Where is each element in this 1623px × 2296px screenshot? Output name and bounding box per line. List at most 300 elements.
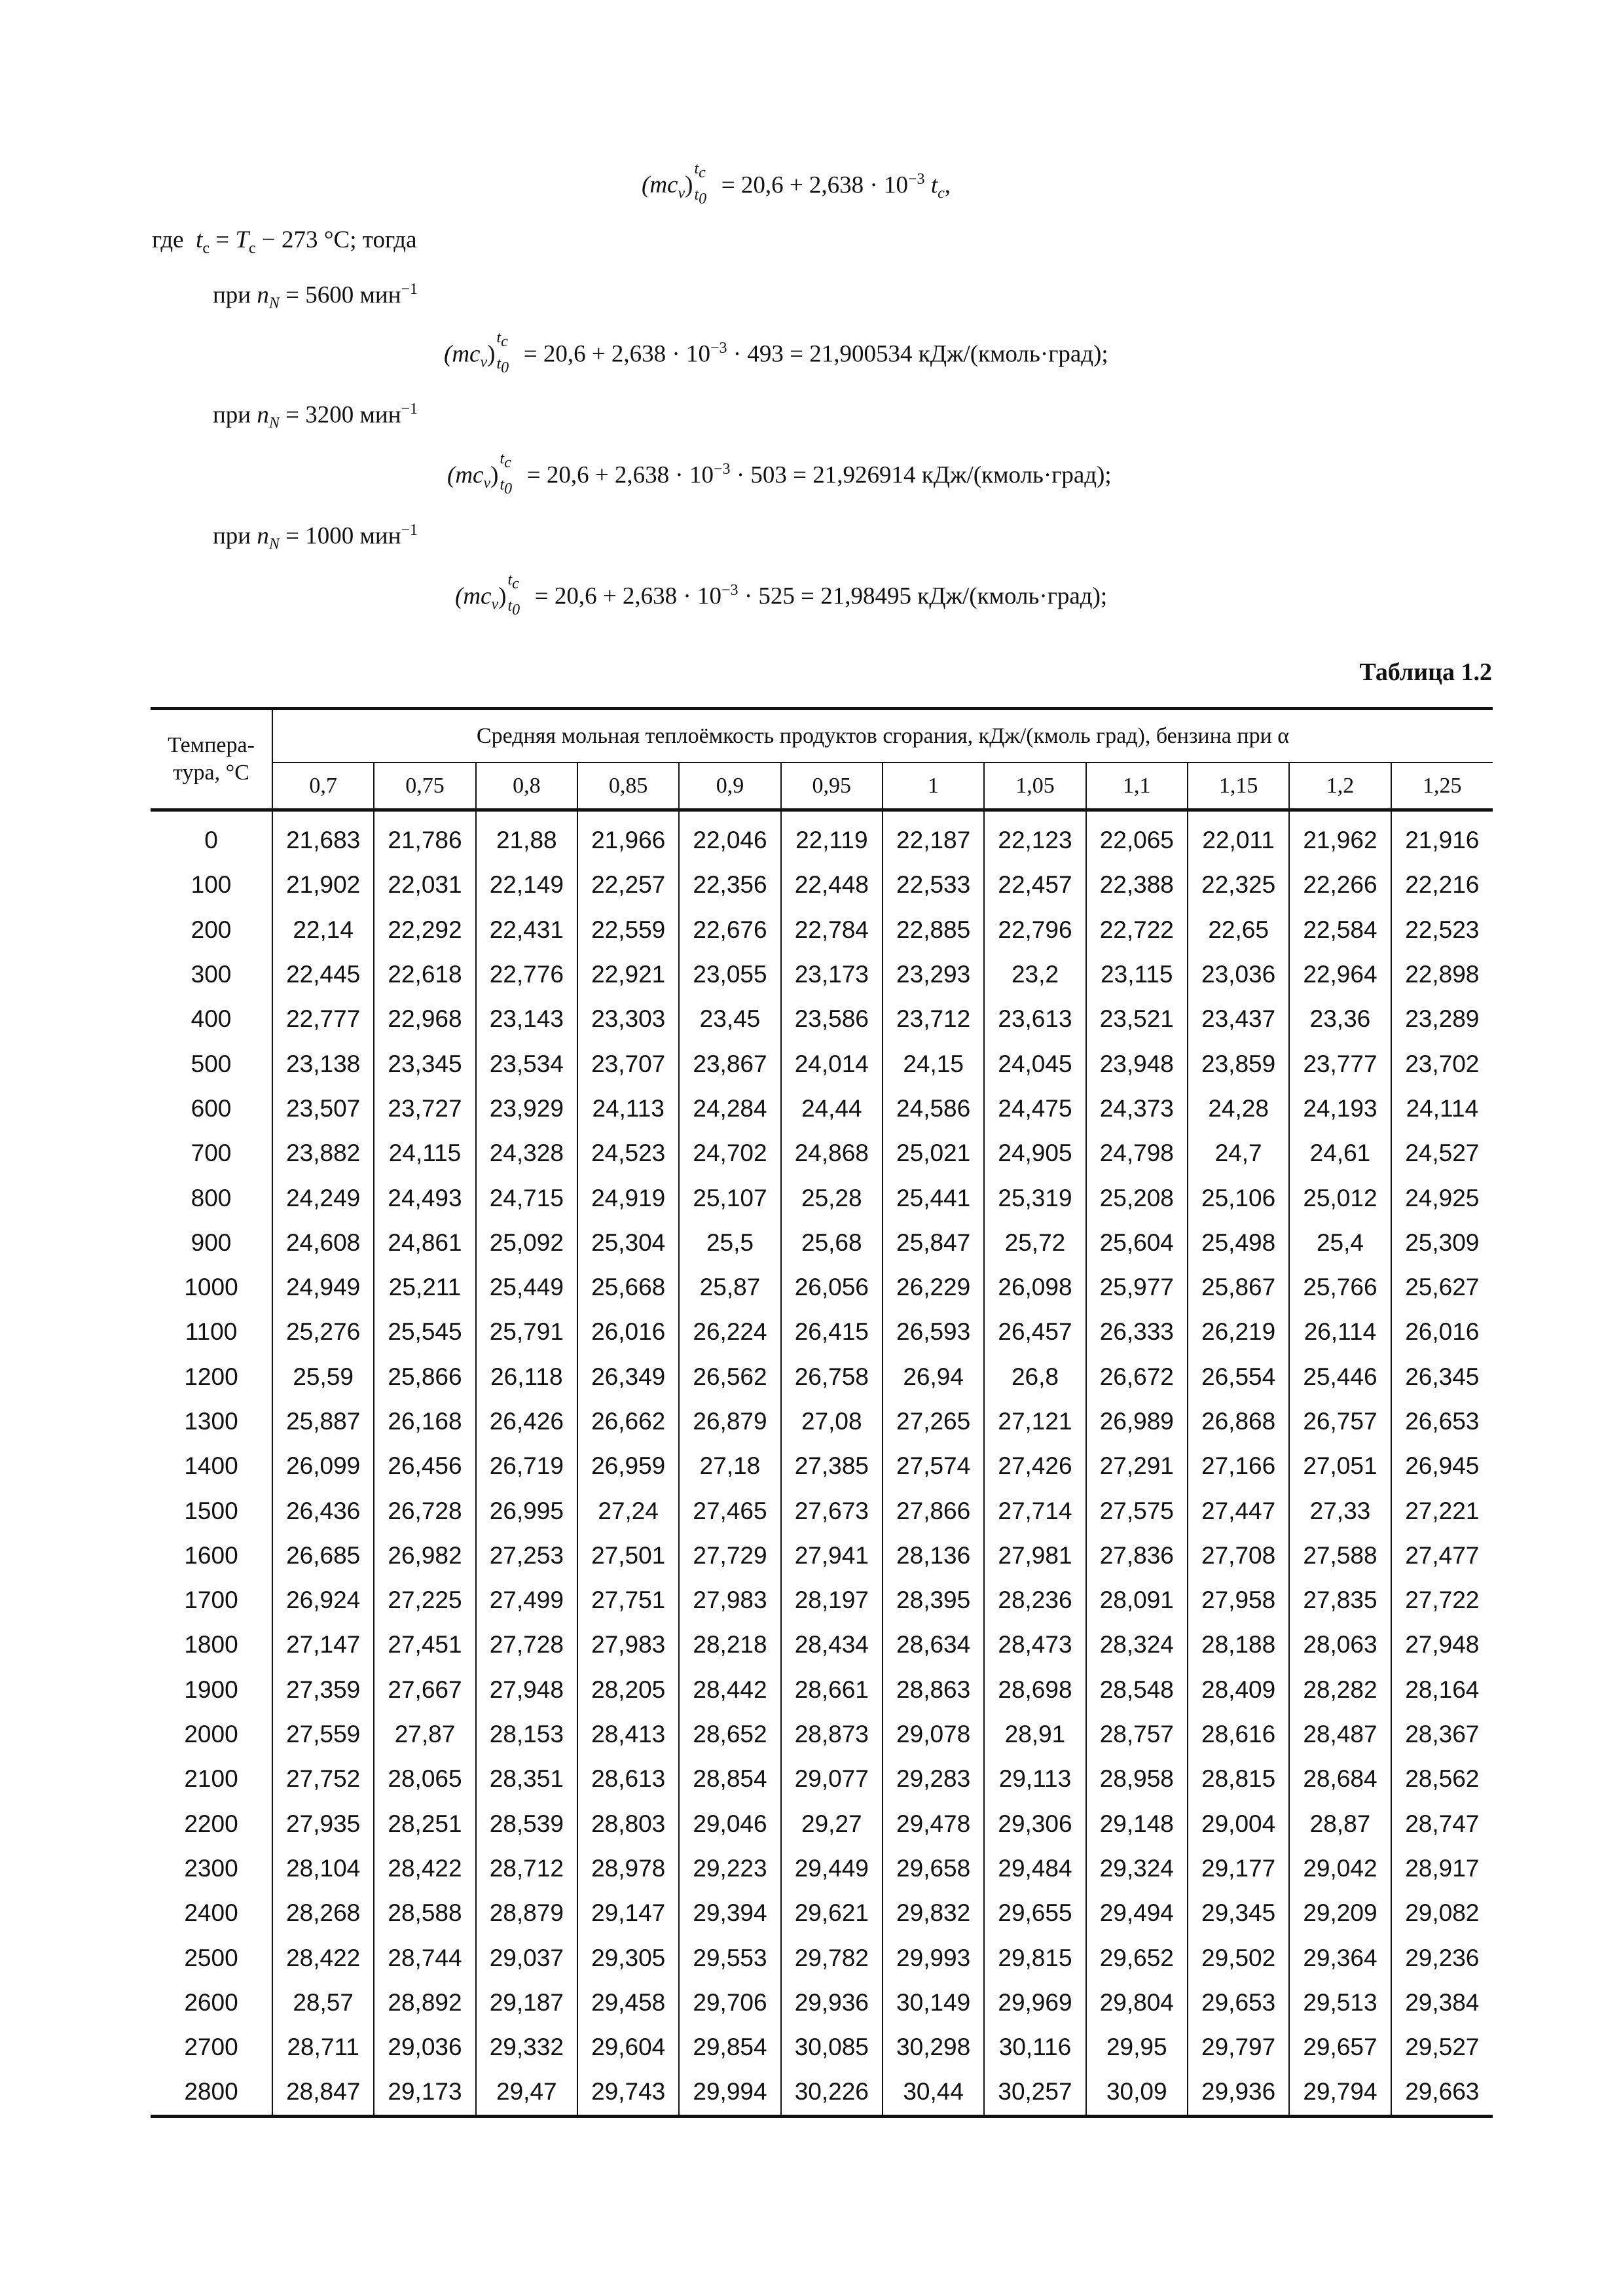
value-cell: 28,803 (577, 1802, 679, 1846)
value-cell: 22,149 (476, 863, 577, 907)
value-cell: 29,797 (1188, 2025, 1289, 2070)
value-cell: 29,653 (1188, 1981, 1289, 2025)
value-cell: 27,166 (1188, 1444, 1289, 1488)
value-cell: 30,298 (883, 2025, 984, 2070)
temperature-cell: 2300 (151, 1846, 272, 1891)
value-cell: 26,224 (679, 1310, 780, 1354)
value-cell: 23,138 (272, 1041, 374, 1086)
value-cell: 24,925 (1405, 1184, 1480, 1211)
value-cell: 22,445 (272, 952, 374, 997)
value-cell: 23,929 (476, 1086, 577, 1131)
table-row (151, 1310, 1493, 1354)
value-cell: 26,989 (1086, 1399, 1188, 1444)
value-cell: 28,917 (1405, 1854, 1480, 1882)
alpha-header-cell: 0,95 (781, 762, 883, 810)
value-cell: 28,711 (272, 2025, 374, 2070)
table-caption: Таблица 1.2 (1359, 658, 1492, 686)
value-cell: 25,668 (577, 1265, 679, 1310)
value-cell: 24,523 (577, 1131, 679, 1175)
value-cell: 25,847 (883, 1221, 984, 1265)
value-cell: 29,147 (577, 1891, 679, 1935)
value-cell: 27,729 (679, 1534, 780, 1578)
where-line: где $t_c = T_c - 273$ °C; тогда (152, 226, 417, 257)
value-cell: 26,436 (272, 1488, 374, 1533)
value-cell: 29,177 (1188, 1846, 1289, 1891)
temperature-cell: 0 (151, 810, 272, 863)
value-cell: 27,673 (781, 1488, 883, 1533)
value-cell: 24,249 (272, 1175, 374, 1220)
value-cell: 25,867 (1188, 1265, 1289, 1310)
value-cell: 27,983 (679, 1578, 780, 1623)
value-cell: 29,082 (1405, 1899, 1480, 1927)
value-cell: 25,446 (1289, 1355, 1391, 1399)
value-cell: 22,325 (1188, 863, 1289, 907)
value-cell: 29,604 (577, 2025, 679, 2070)
value-cell: 25,4 (1289, 1221, 1391, 1265)
value-cell: 29,854 (679, 2025, 780, 2070)
value-cell: 23,882 (272, 1131, 374, 1175)
value-cell: 29,513 (1289, 1981, 1391, 2025)
value-cell: 28,413 (577, 1712, 679, 1757)
value-cell: 27,499 (476, 1578, 577, 1623)
value-cell: 22,266 (1289, 863, 1391, 907)
value-cell: 27,714 (984, 1488, 1085, 1533)
value-cell: 24,284 (679, 1086, 780, 1131)
value-cell: 29,804 (1086, 1981, 1188, 2025)
value-cell: 27,253 (476, 1534, 577, 1578)
value-cell: 28,487 (1289, 1712, 1391, 1757)
value-cell: 27,87 (374, 1712, 475, 1757)
temperature-cell: 1600 (151, 1534, 272, 1578)
value-cell: 26,415 (781, 1310, 883, 1354)
value-cell: 29,077 (781, 1757, 883, 1801)
value-cell: 29,394 (679, 1891, 780, 1935)
value-cell: 27,291 (1086, 1444, 1188, 1488)
case-formula-3: $(mc_v)$ $t_c$ $t_0$ = $20,6 + 2,638 \cdot 10^{-3} \cdot 525 = 21,98495$ кДж/(кмоль·град); (455, 571, 1108, 619)
value-cell: 28,422 (272, 1935, 374, 1980)
value-cell: 27,948 (1405, 1631, 1480, 1659)
value-cell: 28,395 (883, 1578, 984, 1623)
value-cell: 29,004 (1188, 1802, 1289, 1846)
value-cell: 24,586 (883, 1086, 984, 1131)
temperature-cell: 2100 (151, 1757, 272, 1801)
value-cell: 26,593 (883, 1310, 984, 1354)
value-cell: 26,098 (984, 1265, 1085, 1310)
value-cell: 28,847 (272, 2070, 374, 2116)
value-cell: 23,345 (374, 1041, 475, 1086)
value-cell: 24,868 (781, 1131, 883, 1175)
value-cell: 24,608 (272, 1221, 374, 1265)
temperature-header: Темпера- тура, °C (151, 709, 272, 810)
value-cell: 25,309 (1405, 1229, 1480, 1256)
value-cell: 29,782 (781, 1935, 883, 1980)
value-cell: 30,44 (883, 2070, 984, 2116)
value-cell: 29,969 (984, 1981, 1085, 2025)
value-cell: 25,87 (679, 1265, 780, 1310)
value-cell: 22,885 (883, 908, 984, 952)
value-cell: 28,442 (679, 1668, 780, 1712)
value-cell: 22,618 (374, 952, 475, 997)
table-row (151, 1221, 1493, 1265)
temperature-cell: 300 (151, 952, 272, 997)
value-cell: 24,61 (1289, 1131, 1391, 1175)
value-cell: 28,063 (1289, 1623, 1391, 1667)
value-cell: 29,478 (883, 1802, 984, 1846)
value-cell: 22,14 (272, 908, 374, 952)
table-row (151, 1668, 1493, 1712)
value-cell: 29,663 (1391, 2070, 1493, 2116)
alpha-header-cell: 0,9 (679, 762, 780, 810)
group-header: Средняя мольная теплоёмкость продуктов сгорания, кДж/(кмоль град), бензина при α (272, 709, 1493, 763)
value-cell: 26,168 (374, 1399, 475, 1444)
value-cell: 30,149 (883, 1981, 984, 2025)
value-cell: 30,257 (984, 2070, 1085, 2116)
value-cell: 27,477 (1405, 1541, 1480, 1569)
value-cell: 29,173 (374, 2070, 475, 2116)
value-cell: 27,866 (883, 1488, 984, 1533)
value-cell: 24,193 (1289, 1086, 1391, 1131)
value-cell: 24,949 (272, 1265, 374, 1310)
value-cell: 21,966 (577, 810, 679, 863)
value-cell: 27,574 (883, 1444, 984, 1488)
alpha-header-cell: 0,7 (272, 762, 374, 810)
value-cell: 28,164 (1405, 1676, 1480, 1703)
value-cell: 29,993 (883, 1935, 984, 1980)
value-cell: 23,859 (1188, 1041, 1289, 1086)
formula-limits: $t_c$ $t_0$ (694, 160, 707, 208)
value-cell: 21,786 (374, 810, 475, 863)
table-row (151, 1041, 1493, 1086)
value-cell: 24,114 (1406, 1094, 1479, 1122)
value-cell: 29,384 (1405, 1988, 1480, 2016)
value-cell: 21,962 (1289, 810, 1391, 863)
value-cell: 26,114 (1289, 1310, 1391, 1354)
table-body (151, 810, 1493, 2117)
table-row (151, 1578, 1493, 1623)
value-cell: 26,924 (272, 1578, 374, 1623)
value-cell: 29,036 (374, 2025, 475, 2070)
value-cell: 22,964 (1289, 952, 1391, 997)
value-cell: 22,65 (1188, 908, 1289, 952)
value-cell: 22,777 (272, 997, 374, 1041)
value-cell: 28,684 (1289, 1757, 1391, 1801)
value-cell: 27,958 (1188, 1578, 1289, 1623)
formula-lhs: $(mc_v)$ (642, 171, 693, 202)
table-row (151, 2070, 1493, 2116)
value-cell: 28,863 (883, 1668, 984, 1712)
case-label-3: при $n_N = 1000$ мин$^{-1}$ (213, 522, 418, 553)
value-cell: 27,941 (781, 1534, 883, 1578)
value-cell: 25,319 (984, 1175, 1085, 1220)
table-row (151, 997, 1493, 1041)
value-cell: 26,426 (476, 1399, 577, 1444)
value-cell: 25,208 (1086, 1175, 1188, 1220)
value-cell: 25,276 (272, 1310, 374, 1354)
value-cell: 28,236 (984, 1578, 1085, 1623)
value-cell: 22,431 (476, 908, 577, 952)
value-cell: 22,187 (883, 810, 984, 863)
value-cell: 28,205 (577, 1668, 679, 1712)
value-cell: 25,866 (374, 1355, 475, 1399)
value-cell: 22,898 (1405, 961, 1480, 988)
value-cell: 22,676 (679, 908, 780, 952)
value-cell: 28,616 (1188, 1712, 1289, 1757)
value-cell: 24,28 (1188, 1086, 1289, 1131)
value-cell: 27,225 (374, 1578, 475, 1623)
table-row (151, 1846, 1493, 1891)
temperature-cell: 2200 (151, 1802, 272, 1846)
alpha-header-cell: 1 (883, 762, 984, 810)
value-cell: 28,434 (781, 1623, 883, 1667)
value-cell: 27,24 (577, 1488, 679, 1533)
value-cell: 29,47 (476, 2070, 577, 2116)
value-cell: 29,494 (1086, 1891, 1188, 1935)
value-cell: 29,936 (1188, 2070, 1289, 2116)
value-cell: 22,968 (374, 997, 475, 1041)
table-row (151, 1891, 1493, 1935)
value-cell: 22,921 (577, 952, 679, 997)
value-cell: 26,728 (374, 1488, 475, 1533)
case-label-2: при $n_N = 3200$ мин$^{-1}$ (213, 401, 418, 432)
value-cell: 29,324 (1086, 1846, 1188, 1891)
value-cell: 28,854 (679, 1757, 780, 1801)
value-cell: 26,457 (984, 1310, 1085, 1354)
value-cell: 29,187 (476, 1981, 577, 2025)
temperature-cell: 200 (151, 908, 272, 952)
value-cell: 27,147 (272, 1623, 374, 1667)
value-cell: 24,7 (1188, 1131, 1289, 1175)
value-cell: 24,861 (374, 1221, 475, 1265)
value-cell: 23,36 (1289, 997, 1391, 1041)
value-cell: 26,995 (476, 1488, 577, 1533)
value-cell: 30,085 (781, 2025, 883, 2070)
value-cell: 28,367 (1405, 1721, 1480, 1748)
temperature-cell: 1700 (151, 1578, 272, 1623)
value-cell: 23,702 (1405, 1050, 1480, 1077)
value-cell: 28,065 (374, 1757, 475, 1801)
value-cell: 29,148 (1086, 1802, 1188, 1846)
value-cell: 29,658 (883, 1846, 984, 1891)
table-row (151, 1399, 1493, 1444)
value-cell: 29,042 (1289, 1846, 1391, 1891)
temperature-cell: 800 (151, 1175, 272, 1220)
value-cell: 25,604 (1086, 1221, 1188, 1265)
value-cell: 23,521 (1086, 997, 1188, 1041)
value-cell: 23,867 (679, 1041, 780, 1086)
value-cell: 28,218 (679, 1623, 780, 1667)
value-cell: 26,685 (272, 1534, 374, 1578)
value-cell: 28,539 (476, 1802, 577, 1846)
value-cell: 24,373 (1086, 1086, 1188, 1131)
value-cell: 24,702 (679, 1131, 780, 1175)
temperature-cell: 2600 (151, 1981, 272, 2025)
table-row (151, 1444, 1493, 1488)
value-cell: 26,719 (476, 1444, 577, 1488)
value-cell: 25,977 (1086, 1265, 1188, 1310)
table-row (151, 2025, 1493, 2070)
value-cell: 23,036 (1188, 952, 1289, 997)
heat-capacity-table (151, 707, 1493, 2118)
value-cell: 28,268 (272, 1891, 374, 1935)
table-row (151, 863, 1493, 907)
value-cell: 28,324 (1086, 1623, 1188, 1667)
value-cell: 24,919 (577, 1175, 679, 1220)
value-cell: 29,236 (1405, 1944, 1480, 1971)
temperature-cell: 1500 (151, 1488, 272, 1533)
value-cell: 28,661 (781, 1668, 883, 1712)
formula-tail: t (930, 171, 938, 199)
temperature-cell: 600 (151, 1086, 272, 1131)
value-cell: 26,016 (577, 1310, 679, 1354)
value-cell: 28,873 (781, 1712, 883, 1757)
value-cell: 27,728 (476, 1623, 577, 1667)
value-cell: 29,484 (984, 1846, 1085, 1891)
value-cell: 26,8 (984, 1355, 1085, 1399)
value-cell: 23,2 (984, 952, 1085, 997)
alpha-header-cell: 1,2 (1289, 762, 1391, 810)
temperature-cell: 1100 (151, 1310, 272, 1354)
value-cell: 26,982 (374, 1534, 475, 1578)
value-cell: 25,498 (1188, 1221, 1289, 1265)
value-cell: 29,458 (577, 1981, 679, 2025)
value-cell: 28,879 (476, 1891, 577, 1935)
value-cell: 29,936 (781, 1981, 883, 2025)
value-cell: 29,832 (883, 1891, 984, 1935)
value-cell: 25,791 (476, 1310, 577, 1354)
value-cell: 27,221 (1405, 1497, 1480, 1524)
value-cell: 27,667 (374, 1668, 475, 1712)
value-cell: 27,451 (374, 1623, 475, 1667)
value-cell: 28,091 (1086, 1578, 1188, 1623)
value-cell: 25,107 (679, 1175, 780, 1220)
value-cell: 23,45 (679, 997, 780, 1041)
alpha-header-cell: 0,8 (476, 762, 577, 810)
temperature-cell: 2000 (151, 1712, 272, 1757)
value-cell: 27,575 (1086, 1488, 1188, 1533)
value-cell: 27,465 (679, 1488, 780, 1533)
alpha-header-cell: 0,75 (374, 762, 475, 810)
value-cell: 26,456 (374, 1444, 475, 1488)
value-cell: 22,523 (1405, 916, 1480, 943)
value-cell: 28,351 (476, 1757, 577, 1801)
value-cell: 27,33 (1289, 1488, 1391, 1533)
value-cell: 25,211 (374, 1265, 475, 1310)
value-cell: 26,016 (1405, 1318, 1480, 1346)
alpha-header-cell: 1,05 (984, 762, 1085, 810)
value-cell: 27,559 (272, 1712, 374, 1757)
value-cell: 29,209 (1289, 1891, 1391, 1935)
value-cell: 24,475 (984, 1086, 1085, 1131)
value-cell: 23,143 (476, 997, 577, 1041)
value-cell: 25,59 (272, 1355, 374, 1399)
value-cell: 23,712 (883, 997, 984, 1041)
value-cell: 26,662 (577, 1399, 679, 1444)
alpha-header-cell: 1,15 (1188, 762, 1289, 810)
value-cell: 22,031 (374, 863, 475, 907)
value-cell: 29,364 (1289, 1935, 1391, 1980)
value-cell: 26,758 (781, 1355, 883, 1399)
table-row (151, 1175, 1493, 1220)
value-cell: 23,293 (883, 952, 984, 997)
value-cell: 25,012 (1289, 1175, 1391, 1220)
temperature-cell: 700 (151, 1131, 272, 1175)
value-cell: 26,333 (1086, 1310, 1188, 1354)
value-cell: 22,776 (476, 952, 577, 997)
value-cell: 27,359 (272, 1668, 374, 1712)
value-cell: 29,345 (1188, 1891, 1289, 1935)
value-cell: 29,527 (1405, 2034, 1480, 2061)
value-cell: 29,046 (679, 1802, 780, 1846)
value-cell: 28,698 (984, 1668, 1085, 1712)
value-cell: 27,121 (984, 1399, 1085, 1444)
value-cell: 26,879 (679, 1399, 780, 1444)
value-cell: 22,119 (781, 810, 883, 863)
table-row (151, 952, 1493, 997)
value-cell: 25,441 (883, 1175, 984, 1220)
value-cell: 29,553 (679, 1935, 780, 1980)
value-cell: 28,91 (984, 1712, 1085, 1757)
value-cell: 29,815 (984, 1935, 1085, 1980)
temperature-cell: 500 (151, 1041, 272, 1086)
value-cell: 27,18 (679, 1444, 780, 1488)
value-cell: 29,037 (476, 1935, 577, 1980)
value-cell: 23,586 (781, 997, 883, 1041)
value-cell: 29,283 (883, 1757, 984, 1801)
value-cell: 27,385 (781, 1444, 883, 1488)
value-cell: 28,757 (1086, 1712, 1188, 1757)
value-cell: 22,796 (984, 908, 1085, 952)
value-cell: 29,794 (1289, 2070, 1391, 2116)
value-cell: 29,223 (679, 1846, 780, 1891)
value-cell: 26,345 (1405, 1363, 1480, 1390)
temperature-cell: 1300 (151, 1399, 272, 1444)
value-cell: 28,588 (374, 1891, 475, 1935)
value-cell: 28,282 (1289, 1668, 1391, 1712)
value-cell: 23,115 (1086, 952, 1188, 997)
table-row (151, 1757, 1493, 1801)
value-cell: 22,011 (1188, 810, 1289, 863)
value-cell: 26,562 (679, 1355, 780, 1399)
value-cell: 22,356 (679, 863, 780, 907)
value-cell: 22,584 (1289, 908, 1391, 952)
value-cell: 28,188 (1188, 1623, 1289, 1667)
temperature-cell: 1200 (151, 1355, 272, 1399)
table-row (151, 1534, 1493, 1578)
value-cell: 23,507 (272, 1086, 374, 1131)
temperature-cell: 900 (151, 1221, 272, 1265)
value-cell: 28,613 (577, 1757, 679, 1801)
case-formula-2: $(mc_v)$ $t_c$ $t_0$ = $20,6 + 2,638 \cdot 10^{-3} \cdot 503 = 21,926914$ кДж/(кмоль·град); (447, 450, 1112, 498)
temperature-cell: 100 (151, 863, 272, 907)
value-cell: 27,752 (272, 1757, 374, 1801)
table-row (151, 1623, 1493, 1667)
value-cell: 24,15 (883, 1041, 984, 1086)
value-cell: 28,57 (272, 1981, 374, 2025)
value-cell: 26,945 (1405, 1452, 1480, 1480)
table-row (151, 1131, 1493, 1175)
value-cell: 22,533 (883, 863, 984, 907)
temperature-cell: 1000 (151, 1265, 272, 1310)
value-cell: 22,722 (1086, 908, 1188, 952)
value-cell: 22,046 (679, 810, 780, 863)
table-row (151, 1935, 1493, 1980)
value-cell: 24,113 (577, 1086, 679, 1131)
alpha-header-cell: 0,85 (577, 762, 679, 810)
value-cell: 24,715 (476, 1175, 577, 1220)
value-cell: 21,916 (1405, 827, 1480, 854)
temperature-cell: 2800 (151, 2070, 272, 2116)
temperature-cell: 1400 (151, 1444, 272, 1488)
